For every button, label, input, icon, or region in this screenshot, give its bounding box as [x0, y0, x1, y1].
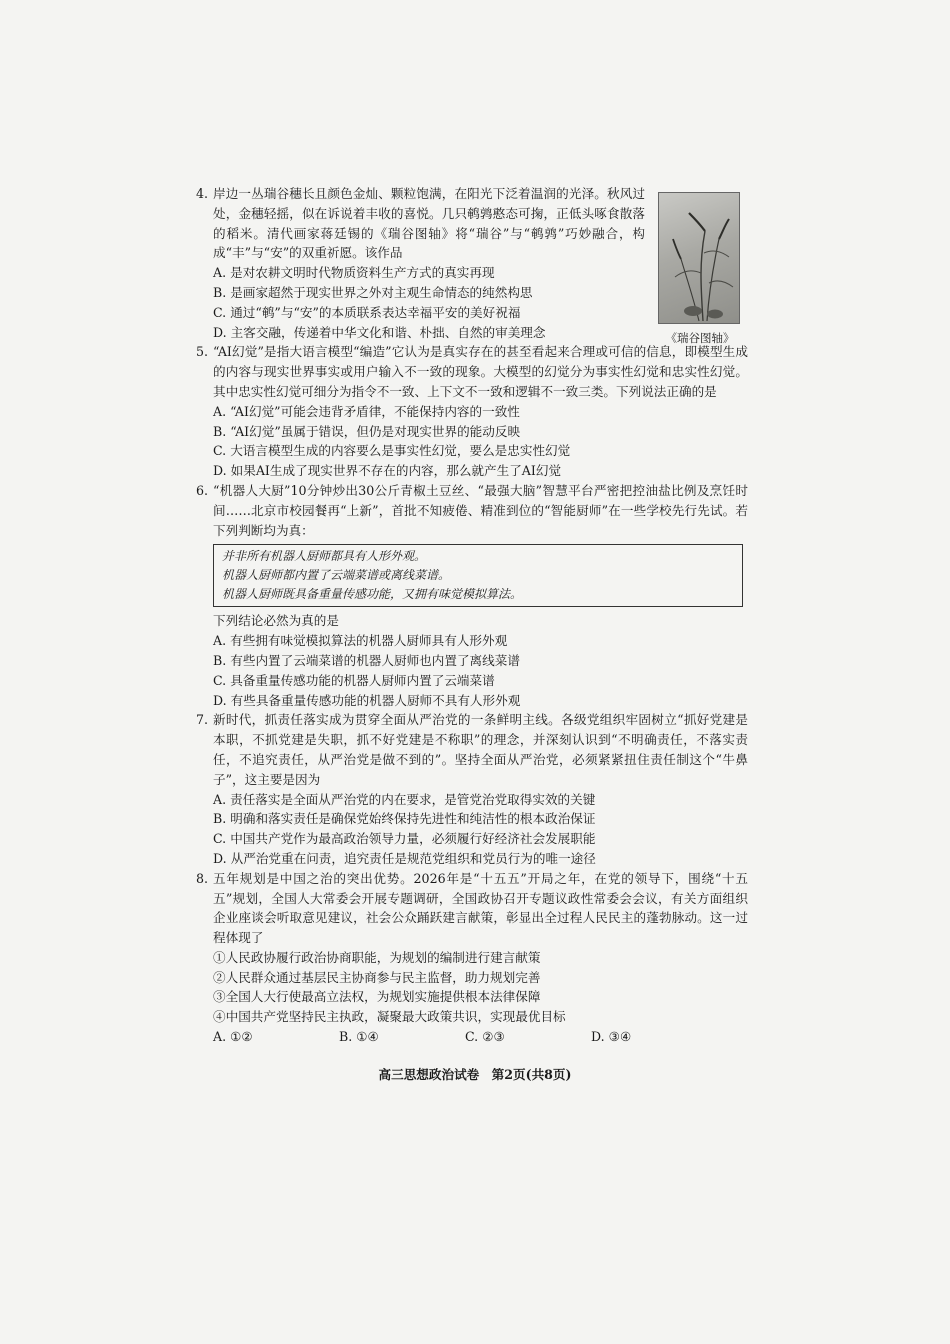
painting-image: [658, 192, 740, 324]
question-7: [196, 710, 748, 868]
painting-caption: 《瑞谷图轴》: [665, 331, 735, 345]
option-a: A. 责任落实是全面从严治党的内在要求，是管党治党取得实效的关键: [213, 791, 596, 807]
painting-figure: [654, 192, 746, 346]
question-5: [196, 342, 748, 481]
question-number: 5.: [196, 344, 209, 360]
option-b: B. 是画家超然于现实世界之外对主观生命情态的纯然构思: [213, 284, 533, 300]
option-b: B. 有些内置了云端菜谱的机器人厨师也内置了离线菜谱: [213, 652, 520, 668]
question-number: 4.: [196, 186, 209, 201]
question-6: [196, 481, 748, 710]
question-number: 7.: [196, 712, 209, 728]
option-d: D. 如果AI生成了现实世界不存在的内容，那么就产生了AI幻觉: [213, 463, 562, 479]
option-c: C. 通过“鹌”与“安”的本质联系表达幸福平安的美好祝福: [213, 304, 521, 320]
option-d: D. 主客交融，传递着中华文化和谐、朴拙、自然的审美理念: [213, 324, 546, 340]
choice-a: A. ①②: [213, 1029, 253, 1045]
question-stem: 岸边一丛瑞谷穗长且颜色金灿、颗粒饱满，在阳光下泛着温润的光泽。秋风过处，金穗轻摇，似在诉说着丰收的喜悦。几只鹌鹑憨态可掬，正低头啄食散落的稻米。清代画家蒋廷锡的《瑞谷图轴》将“瑞谷”与“鹌鹑”巧妙融合，构成“丰”与“安”的双重祈愿。该作品: [213, 186, 645, 261]
question-list: [196, 184, 748, 1047]
exam-title: 高三思想政治试卷: [378, 1067, 480, 1082]
option-b: B. “AI幻觉”虽属于错误，但仍是对现实世界的能动反映: [213, 423, 521, 439]
option-c: C. 具备重量传感功能的机器人厨师内置了云端菜谱: [213, 672, 495, 688]
choice-d: D. ③④: [591, 1029, 632, 1045]
statement-2: ②人民群众通过基层民主协商参与民主监督，助力规划完善: [213, 969, 541, 985]
page-number: 第2页(共8页): [491, 1067, 572, 1082]
question-stem: “机器人大厨”10分钟炒出30公斤青椒土豆丝、“最强大脑”智慧平台严密把控油盐比例及烹饪时间……北京市校园餐再“上新”，首批不知疲倦、精准到位的“智能厨师”在一些学校先行先试。若下列判断均为真：: [213, 482, 748, 538]
premise-line: 机器人厨师都内置了云端菜谱或离线菜谱。: [222, 568, 451, 583]
question-stem: “AI幻觉”是指大语言模型“编造”它认为是真实存在的甚至看起来合理或可信的信息，即模型生成的内容与现实世界事实或用户输入不一致的现象。大模型的幻觉分为事实性幻觉和忠实性幻觉。其中忠实性幻觉可细分为指令不一致、上下文不一致和逻辑不一致三类。下列说法正确的是: [213, 344, 748, 399]
page-footer: [0, 1064, 950, 1083]
option-a: A. 有些拥有味觉模拟算法的机器人厨师具有人形外观: [213, 633, 508, 649]
option-c: C. 中国共产党作为最高政治领导力量，必须履行好经济社会发展职能: [213, 831, 596, 847]
statement-1: ①人民政协履行政治协商职能，为规划的编制进行建言献策: [213, 949, 541, 965]
option-c: C. 大语言模型生成的内容要么是事实性幻觉，要么是忠实性幻觉: [213, 443, 571, 459]
premise-box: [213, 544, 743, 607]
premise-line: 机器人厨师既具备重量传感功能，又拥有味觉模拟算法。: [222, 587, 523, 602]
statement-4: ④中国共产党坚持民主执政，凝聚最大政策共识，实现最优目标: [213, 1009, 566, 1025]
question-4: [196, 184, 748, 345]
option-b: B. 明确和落实责任是确保党始终保持先进性和纯洁性的根本政治保证: [213, 811, 596, 827]
premise-line: 并非所有机器人厨师都具有人形外观。: [222, 549, 427, 564]
statement-3: ③全国人大行使最高立法权，为规划实施提供根本法律保障: [213, 989, 541, 1005]
question-stem: 新时代，抓责任落实成为贯穿全面从严治党的一条鲜明主线。各级党组织牢固树立“抓好党建是本职，不抓党建是失职，抓不好党建是不称职”的理念，并深刻认识到“不明确责任，不落实责任，不追究责任，从严治党是做不到的”。坚持全面从严治党，必须紧紧扭住责任制这个“牛鼻子”，这主要是因为: [213, 712, 748, 787]
option-d: D. 有些具备重量传感功能的机器人厨师不具有人形外观: [213, 692, 521, 708]
choice-c: C. ②③: [465, 1029, 505, 1045]
question-number: 6.: [196, 482, 209, 498]
option-a: A. 是对农耕文明时代物质资料生产方式的真实再现: [213, 265, 495, 281]
question-prompt: 下列结论必然为真的是: [213, 613, 339, 629]
question-number: 8.: [196, 870, 209, 886]
option-d: D. 从严治党重在问责，追究责任是规范党组织和党员行为的唯一途径: [213, 850, 596, 866]
option-a: A. “AI幻觉”可能会违背矛盾律，不能保持内容的一致性: [213, 403, 520, 419]
question-8: [196, 869, 748, 1047]
question-stem: 五年规划是中国之治的突出优势。2026年是“十五五”开局之年，在党的领导下，围绕“十五五”规划，全国人大常委会开展专题调研，全国政协召开专题议政性常委会会议，有关方面组织企业座谈会听取意见建议，社会公众踊跃建言献策，彰显出全过程人民民主的蓬勃脉动。这一过程体现了: [213, 870, 748, 946]
choice-b: B. ①④: [339, 1029, 379, 1045]
answer-choices: [213, 1027, 748, 1047]
